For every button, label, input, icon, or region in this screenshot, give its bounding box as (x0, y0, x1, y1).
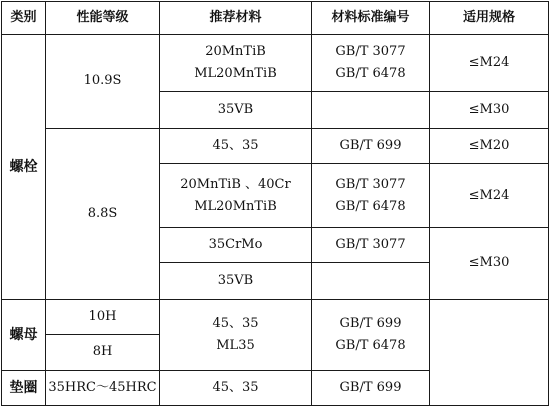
spec-cell: ≤M30 (430, 92, 549, 129)
material-cell: 45、35 (160, 371, 312, 406)
header-standard: 材料标准编号 (312, 2, 430, 35)
header-category: 类别 (2, 2, 46, 35)
material-cell (160, 299, 312, 370)
grade-10-9s: 10.9S (46, 35, 160, 129)
standard-cell: GB/T 3077 (312, 227, 430, 263)
standard-cell: GB/T 699 (312, 128, 430, 164)
spec-cell: ≤M30 (430, 227, 549, 299)
standard-cell (312, 164, 430, 227)
spec-cell: ≤M24 (430, 164, 549, 227)
standard-cell (312, 263, 430, 300)
material-value: ML35 (216, 338, 255, 354)
table-row (2, 35, 549, 92)
spec-cell: ≤M20 (430, 128, 549, 164)
header-grade: 性能等级 (46, 2, 160, 35)
header-row (2, 2, 549, 35)
material-value: 20MnTiB 、40Cr (180, 176, 291, 192)
grade-10h: 10H (46, 299, 160, 334)
material-value: 20MnTiB (205, 44, 266, 60)
material-value: ML20MnTiB (194, 66, 277, 82)
material-cell (160, 164, 312, 227)
bolt-material-table (1, 1, 549, 406)
header-material: 推荐材料 (160, 2, 312, 35)
material-cell: 35CrMo (160, 227, 312, 263)
grade-8h: 8H (46, 334, 160, 371)
category-washer: 垫圈 (2, 371, 46, 406)
category-bolt: 螺栓 (2, 35, 46, 300)
header-spec: 适用规格 (430, 2, 549, 35)
material-cell: 45、35 (160, 128, 312, 164)
standard-value: GB/T 699 (339, 316, 402, 332)
standard-value: GB/T 6478 (335, 66, 406, 82)
standard-cell (312, 35, 430, 92)
grade-8-8s: 8.8S (46, 128, 160, 299)
table-row (2, 299, 549, 334)
standard-cell (312, 92, 430, 129)
standard-value: GB/T 6478 (335, 198, 406, 214)
material-value: ML20MnTiB (194, 198, 277, 214)
standard-cell (312, 299, 430, 370)
material-cell: 35VB (160, 263, 312, 300)
standard-cell: GB/T 699 (312, 371, 430, 406)
material-cell (160, 35, 312, 92)
grade-washer: 35HRC～45HRC (46, 371, 160, 406)
standard-value: GB/T 6478 (335, 338, 406, 354)
category-nut: 螺母 (2, 299, 46, 370)
spec-cell: ≤M24 (430, 35, 549, 92)
material-cell: 35VB (160, 92, 312, 129)
material-value: 45、35 (212, 316, 259, 332)
table-row (2, 128, 549, 164)
spec-cell (430, 299, 549, 405)
standard-value: GB/T 3077 (335, 176, 406, 192)
standard-value: GB/T 3077 (335, 44, 406, 60)
